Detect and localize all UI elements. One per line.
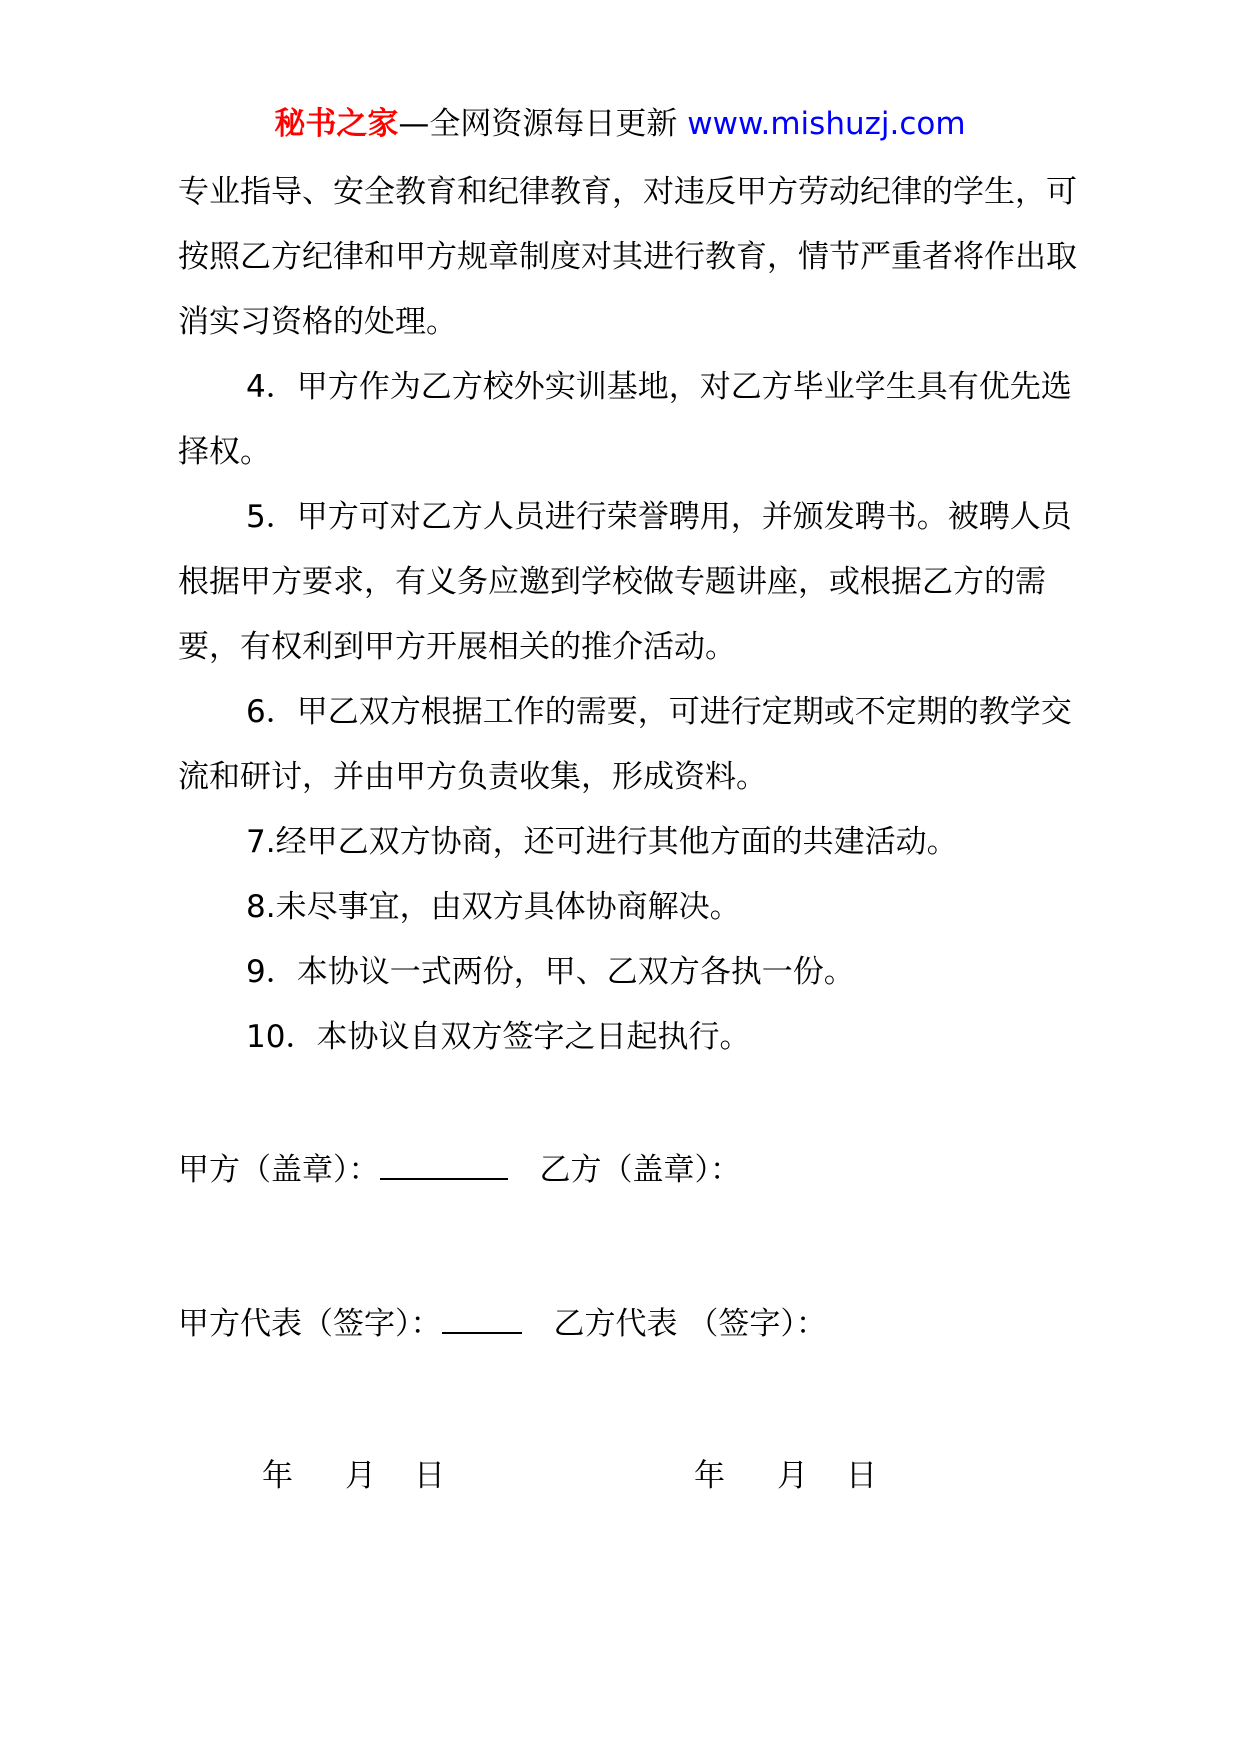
- party-b-rep-label: 乙方代表 （签字）：: [553, 1306, 827, 1342]
- clause-7: 7.经甲乙双方协商，还可进行其他方面的共建活动。: [246, 824, 958, 860]
- clause-4: 4．甲方作为乙方校外实训基地，对乙方毕业学生具有优先选择权。: [178, 369, 1072, 470]
- paragraph-continuation: 专业指导、安全教育和纪律教育，对违反甲方劳动纪律的学生，可按照乙方纪律和甲方规章制度对其进行教育，情节严重者将作出取消实习资格的处理。: [178, 174, 1077, 340]
- party-b-day: 日: [846, 1458, 877, 1494]
- party-b-seal-label: 乙方（盖章）：: [539, 1152, 741, 1188]
- party-a-month: 月: [345, 1458, 376, 1494]
- party-a-year: 年: [262, 1458, 293, 1494]
- party-a-day: 日: [414, 1458, 445, 1494]
- party-b-month: 月: [777, 1458, 808, 1494]
- clause-5: 5．甲方可对乙方人员进行荣誉聘用，并颁发聘书。被聘人员根据甲方要求，有义务应邀到学校做专题讲座，或根据乙方的需要，有权利到甲方开展相关的推介活动。: [178, 499, 1072, 665]
- party-a-seal-label: 甲方（盖章）：: [178, 1152, 380, 1188]
- clause-10: 10．本协议自双方签字之日起执行。: [246, 1019, 751, 1055]
- site-name: 秘书之家: [274, 106, 399, 142]
- party-a-rep-label: 甲方代表（签字）：: [178, 1306, 442, 1342]
- page-header: [0, 104, 1240, 144]
- seal-row: [178, 1148, 741, 1190]
- party-b-year: 年: [694, 1458, 725, 1494]
- site-url[interactable]: www.mishuzj.com: [687, 106, 966, 142]
- party-a-seal-blank: [380, 1148, 508, 1180]
- clause-8: 8.未尽事宜，由双方具体协商解决。: [246, 889, 741, 925]
- agreement-body: [178, 160, 1078, 1070]
- party-b-date: [694, 1456, 877, 1496]
- site-tagline: —全网资源每日更新: [398, 106, 688, 142]
- clause-9: 9．本协议一式两份，甲、乙双方各执一份。: [246, 954, 855, 990]
- party-a-rep-blank: [442, 1302, 522, 1334]
- party-a-date: [262, 1456, 445, 1496]
- representative-row: [178, 1302, 827, 1344]
- clause-6: 6．甲乙双方根据工作的需要，可进行定期或不定期的教学交流和研讨，并由甲方负责收集，形成资料。: [178, 694, 1072, 795]
